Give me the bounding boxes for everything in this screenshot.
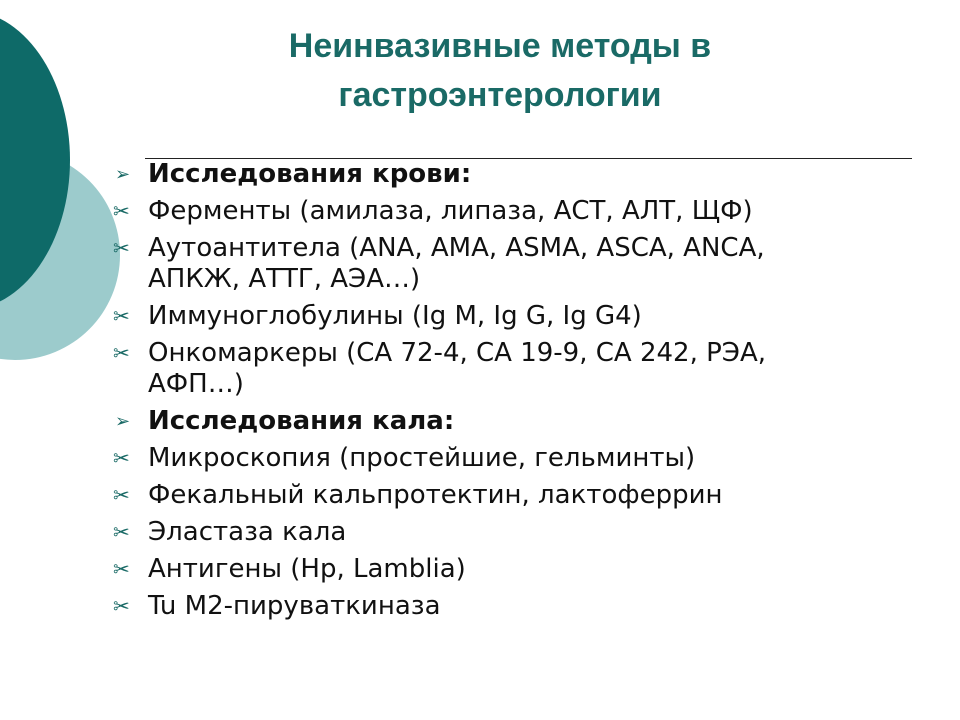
- list-item: [0, 517, 860, 548]
- list-item-text: Микроскопия (простейшие, гельминты): [148, 443, 696, 473]
- list-item-text: Tu M2-пируваткиназа: [148, 591, 441, 621]
- list-item: [0, 591, 860, 622]
- list-item-text: Онкомаркеры (СА 72-4, СА 19-9, СА 242, РЭА, АФП…): [148, 338, 766, 399]
- list-item-text: Аутоантитела (ANA, AMA, ASMA, ASCA, ANCA, АПКЖ, АТТГ, АЭА…): [148, 233, 765, 294]
- list-heading: [0, 159, 860, 190]
- list-item-text: Ферменты (амилаза, липаза, АСТ, АЛТ, ЩФ): [148, 196, 753, 226]
- scissors-bullet-icon: ✂: [113, 483, 130, 507]
- list-item: [0, 480, 860, 511]
- list-item: [0, 554, 860, 585]
- list-item: [0, 301, 860, 332]
- scissors-bullet-icon: ✂: [113, 199, 130, 223]
- arrow-bullet-icon: ➢: [115, 411, 131, 432]
- list-item: [0, 196, 860, 227]
- scissors-bullet-icon: ✂: [113, 236, 130, 260]
- scissors-bullet-icon: ✂: [113, 304, 130, 328]
- list-item: [0, 233, 860, 295]
- slide-title-line: гастроэнтерологии: [338, 76, 662, 114]
- list-item: [0, 338, 860, 400]
- slide-title: [150, 22, 850, 120]
- scissors-bullet-icon: ✂: [113, 446, 130, 470]
- list-heading-text: Исследования кала:: [148, 406, 455, 436]
- slide-title-line: Неинвазивные методы в: [288, 27, 712, 65]
- list-item-text: Фекальный кальпротектин, лактоферрин: [148, 480, 723, 510]
- list-item-text: Эластаза кала: [148, 517, 347, 547]
- list-heading-text: Исследования крови:: [148, 159, 472, 189]
- scissors-bullet-icon: ✂: [113, 557, 130, 581]
- arrow-bullet-icon: ➢: [115, 164, 131, 185]
- list-item-text: Иммуноглобулины (Ig M, Ig G, Ig G4): [148, 301, 642, 331]
- list-heading: [0, 406, 860, 437]
- list-item: [0, 443, 860, 474]
- scissors-bullet-icon: ✂: [113, 520, 130, 544]
- scissors-bullet-icon: ✂: [113, 341, 130, 365]
- list-item-text: Антигены (Hp, Lamblia): [148, 554, 466, 584]
- bullet-list: [0, 159, 960, 628]
- scissors-bullet-icon: ✂: [113, 594, 130, 618]
